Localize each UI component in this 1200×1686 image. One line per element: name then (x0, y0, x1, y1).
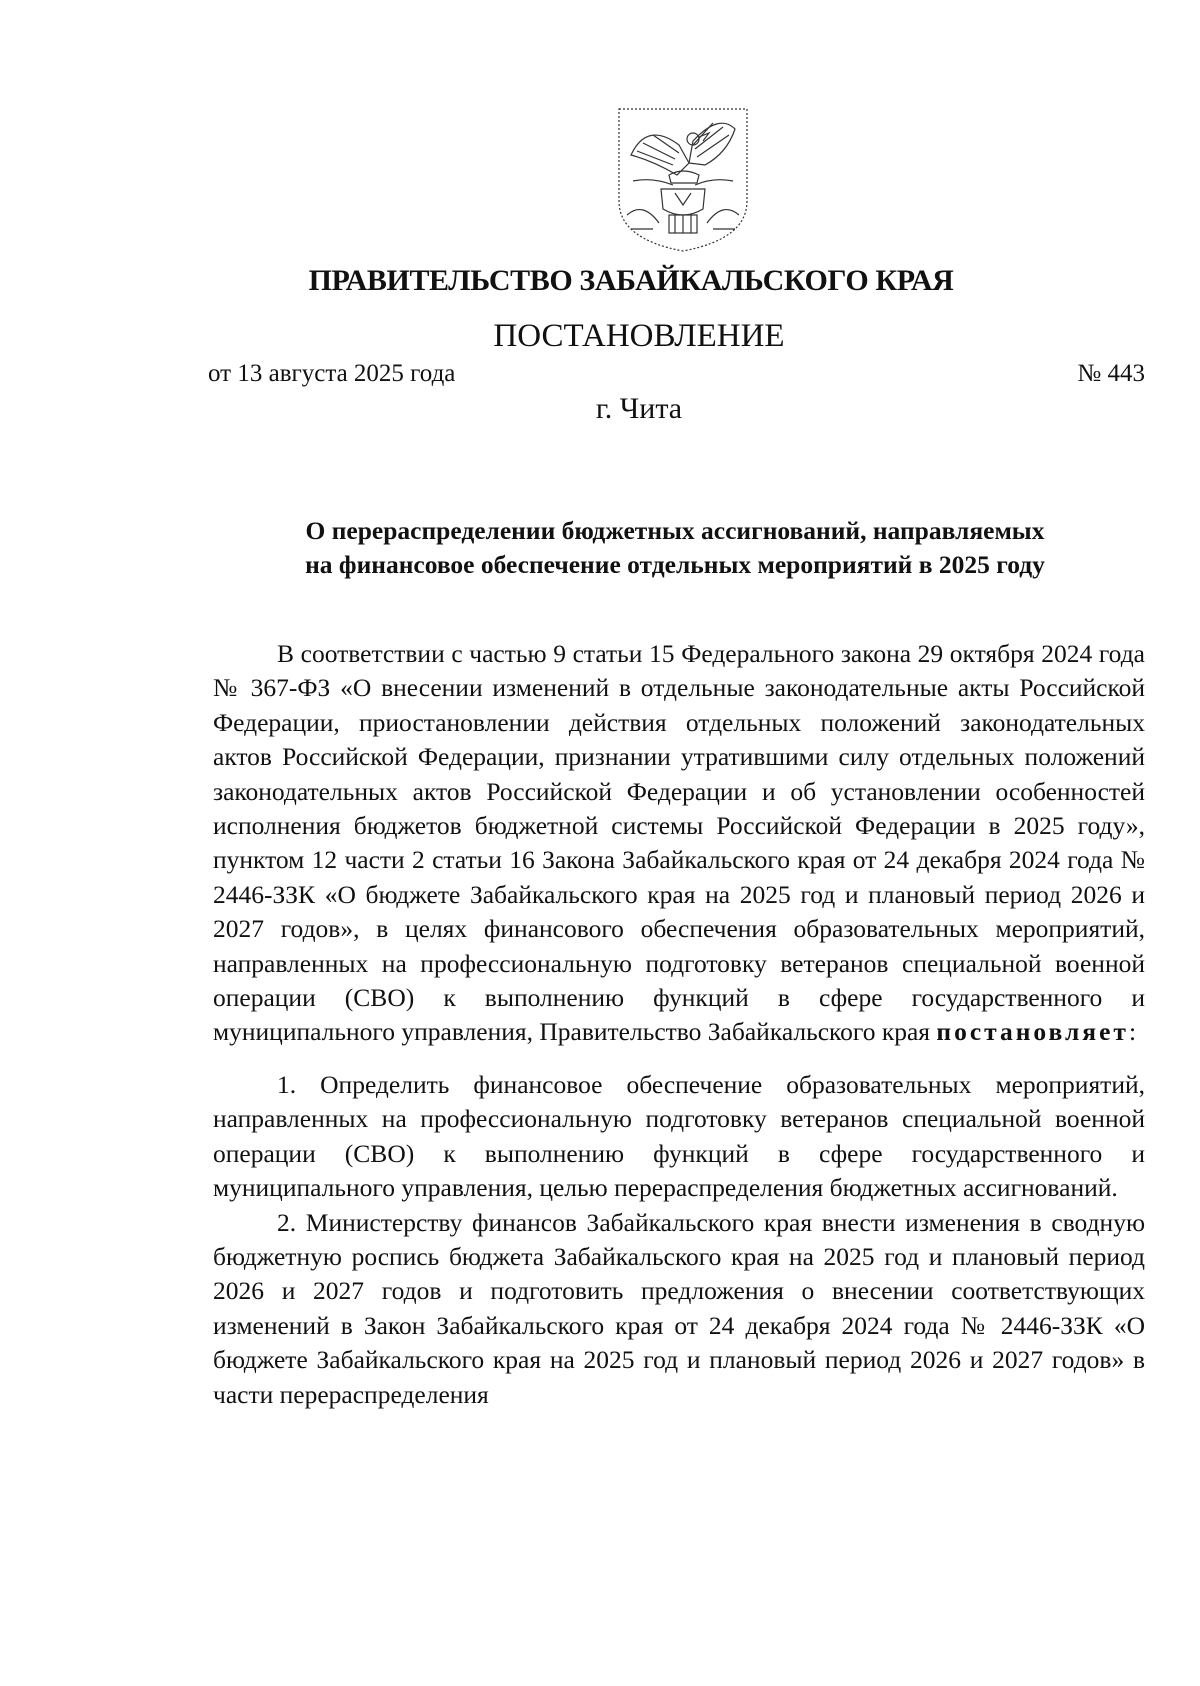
document-city: г. Чита (595, 392, 683, 425)
subject-line-1: О перераспределении бюджетных ассигнований, направляемых (305, 516, 1045, 545)
resolves-word: постановляет (936, 1017, 1129, 1047)
coat-of-arms-icon (613, 105, 753, 255)
document-number: № 443 (1077, 360, 1145, 387)
document-date: от 13 августа 2025 года (208, 360, 456, 387)
preamble-paragraph (213, 637, 1145, 1050)
document-body (213, 637, 1145, 1412)
item-paragraph-1: 1. Определить финансовое обеспечение образовательных мероприятий, направленных на профессиональную подготовку ветеранов специальной военной операции (СВО) к выполнению функций в сфере государственного и муниципального управления, целью перераспределения бюджетных ассигнований. (213, 1069, 1145, 1203)
preamble-text: В соответствии с частью 9 статьи 15 Федерального закона 29 октября 2024 года № 367-ФЗ «О внесении изменений в отдельные законодательные акты Российской Федерации, приостановлении действия отдельных положений законодательных актов Российской Федерации, признании утратившими силу отдельных положений законодательных актов Российской Федерации и об установлении особенностей исполнения бюджетов бюджетной системы Российской Федерации в 2025 году», пунктом 12 части 2 статьи 16 Закона Забайкальского края от 24 декабря 2024 года № 2446-ЗЗК «О бюджете Забайкальского края на 2025 год и плановый период 2026 и 2027 годов», в целях финансового обеспечения образовательных мероприятий, направленных на профессиональную подготовку ветеранов специальной военной операции (СВО) к выполнению функций в сфере государственного и муниципального управления, Правительство Забайкальского края (213, 639, 1145, 1047)
item-paragraph-2: 2. Министерству финансов Забайкальского края внести изменения в сводную бюджетную роспись бюджета Забайкальского края на 2025 год и плановый период 2026 и 2027 годов и подготовить предложения о внесении соответствующих изменений в Закон Забайкальского края от 24 декабря 2024 года № 2446-ЗЗК «О бюджете Забайкальского края на 2025 год и плановый период 2026 и 2027 годов» в части перераспределения (213, 1207, 1145, 1409)
subject-line-2: на финансовое обеспечение отдельных мероприятий в 2025 году (305, 550, 1045, 579)
document-type: ПОСТАНОВЛЕНИЕ (493, 318, 785, 354)
document-subject (260, 514, 1090, 582)
government-title: ПРАВИТЕЛЬСТВО ЗАБАЙКАЛЬСКОГО КРАЯ (308, 264, 954, 297)
preamble-colon: : (1128, 1017, 1137, 1047)
